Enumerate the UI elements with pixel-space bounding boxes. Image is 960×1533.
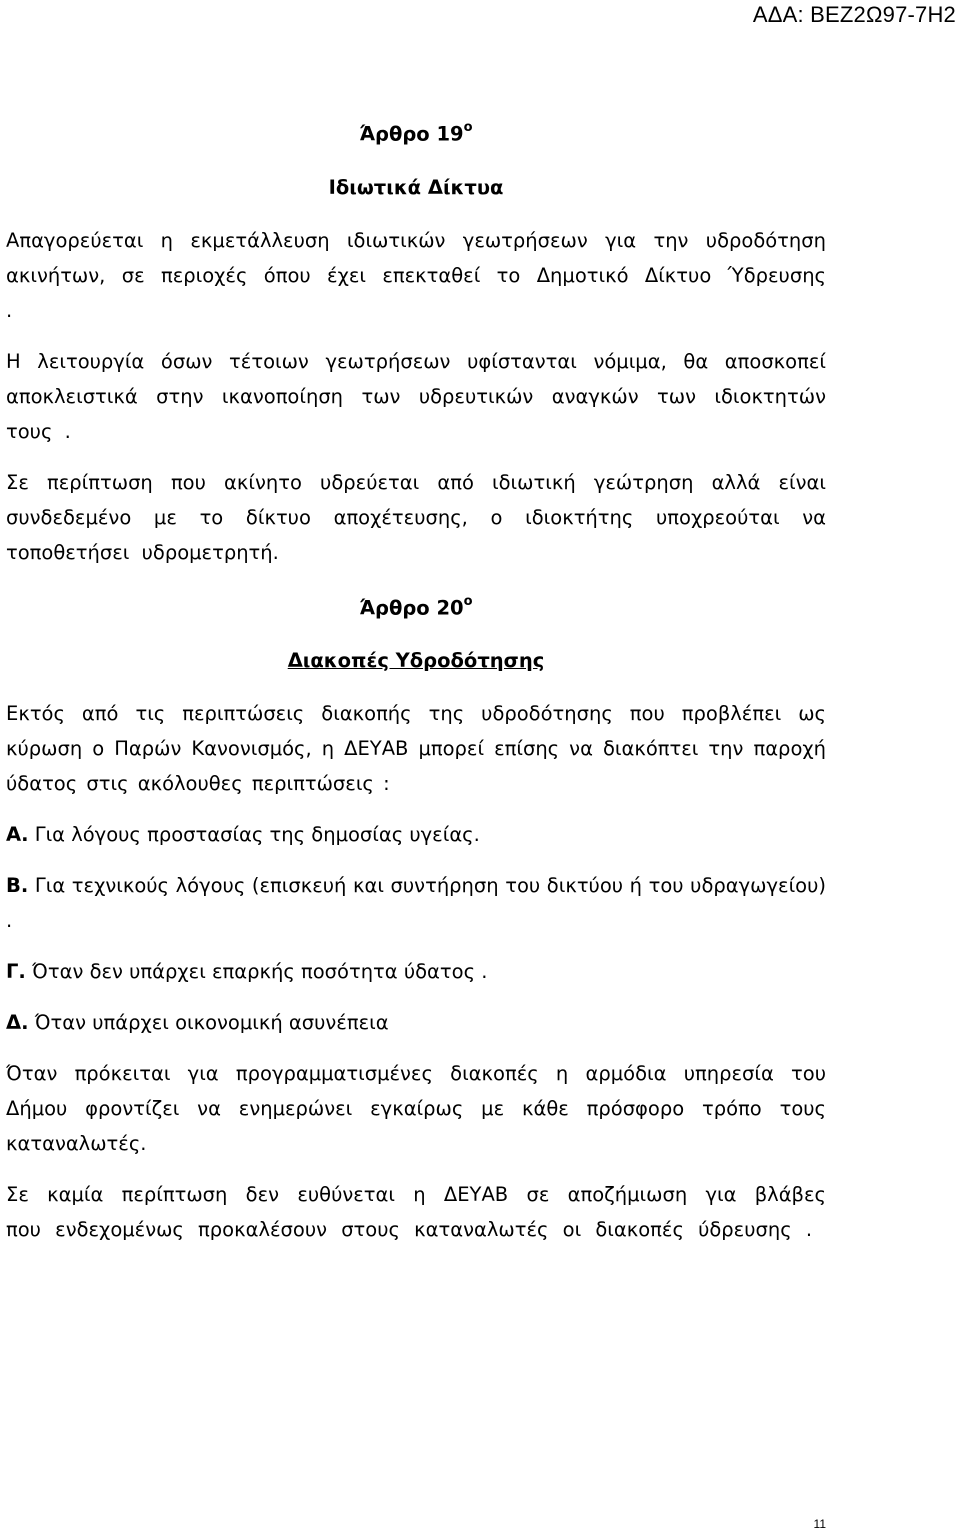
ada-code: ΑΔΑ: ΒΕΖ2Ω97-7Η2: [752, 2, 956, 27]
item-a-letter: Α.: [6, 823, 29, 846]
article-20-item-b: [6, 868, 826, 938]
article-19-paragraph-1: Απαγορεύεται η εκμετάλλευση ιδιωτικών γεωτρήσεων για την υδροδότηση ακινήτων, σε περιοχές όπου έχει επεκταθεί το Δημοτικό Δίκτυο Ύδρευσης .: [6, 228, 826, 322]
item-b-text: Για τεχνικούς λόγους (επισκευή και συντήρηση του δικτύου ή του υδραγωγείου) .: [6, 874, 826, 932]
article-19-paragraph-2: Η λειτουργία όσων τέτοιων γεωτρήσεων υφίστανται νόμιμα, θα αποσκοπεί αποκλειστικά στην ικανοποίηση των υδρευτικών αναγκών των ιδιοκτητών τους .: [6, 349, 826, 443]
article-19-subtitle: Ιδιωτικά Δίκτυα: [328, 175, 504, 199]
article-20-subtitle: Διακοπές Υδροδότησης: [287, 649, 545, 672]
item-c-letter: Γ.: [6, 960, 26, 983]
article-20-paragraph-1: Όταν πρόκειται για προγραμματισμένες διακοπές η αρμόδια υπηρεσία του Δήμου φροντίζει να ενημερώνει εγκαίρως με κάθε πρόσφορο τρόπο τους καταναλωτές.: [6, 1062, 826, 1155]
page-number: 11: [813, 1517, 826, 1531]
document-body: [6, 112, 826, 1247]
article-19-paragraph-3: Σε περίπτωση που ακίνητο υδρεύεται από ιδιωτική γεώτρηση αλλά είναι συνδεδεμένο με το δίκτυο αποχέτευσης, ο ιδιοκτήτης υποχρεούται να τοποθετήσει υδρομετρητή.: [6, 470, 826, 564]
article-19-title: [6, 112, 826, 152]
article-20-title-text: Άρθρο 20: [359, 596, 464, 619]
article-20-title-sup: ο: [463, 593, 473, 609]
article-20-title: [6, 586, 826, 626]
article-19-title-sup: ο: [463, 120, 473, 135]
article-19-title-text: Άρθρο 19: [359, 122, 464, 146]
article-20-item-a: [6, 817, 826, 852]
item-d-text: Όταν υπάρχει οικονομική ασυνέπεια: [28, 1011, 389, 1034]
article-20-paragraph-2: Σε καμία περίπτωση δεν ευθύνεται η ΔΕΥΑΒ σε αποζήμιωση για βλάβες που ενδεχομένως προκαλέσουν στους καταναλωτές οι διακοπές ύδρευσης .: [6, 1183, 826, 1241]
item-d-letter: Δ.: [6, 1011, 29, 1034]
article-20-intro: Εκτός από τις περιπτώσεις διακοπής της υδροδότησης που προβλέπει ως κύρωση ο Παρών Κανονισμός, η ΔΕΥΑΒ μπορεί επίσης να διακόπτει την παροχή ύδατος στις ακόλουθες περιπτώσεις :: [6, 702, 826, 795]
item-b-letter: Β.: [6, 874, 29, 897]
item-c-text: Όταν δεν υπάρχει επαρκής ποσότητα ύδατος .: [25, 960, 488, 983]
article-20-item-d: [6, 1005, 826, 1040]
item-a-text: Για λόγους προστασίας της δημοσίας υγείας.: [28, 823, 480, 846]
article-20-item-c: [6, 954, 826, 989]
